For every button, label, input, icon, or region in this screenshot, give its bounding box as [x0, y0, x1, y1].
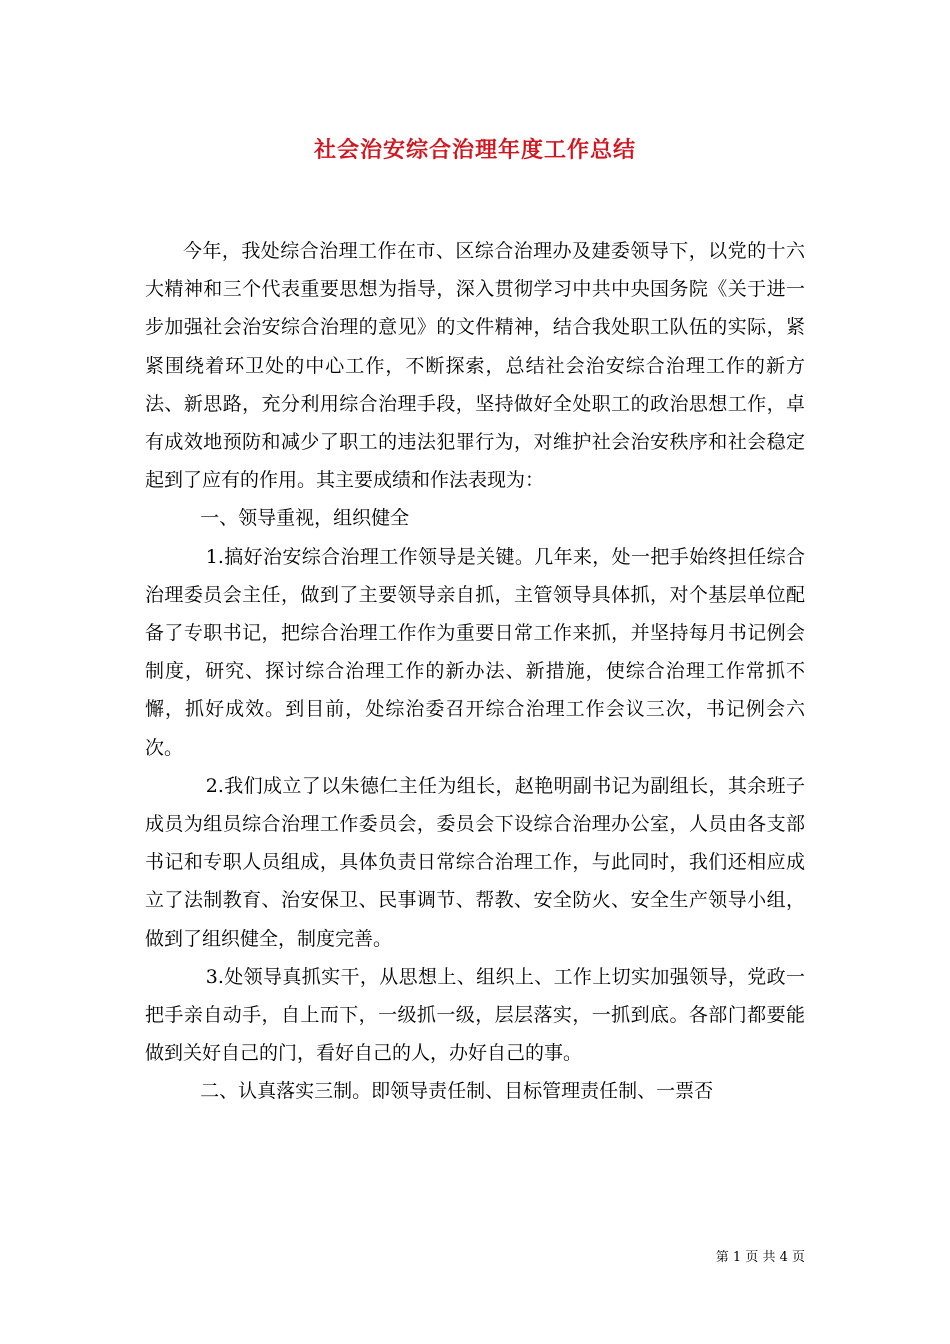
- section-heading-1: 一、领导重视，组织健全: [200, 507, 410, 530]
- item-paragraph-1: 1.搞好治安综合治理工作领导是关键。几年来，处一把手始终担任综合治理委员会主任，做到了主要领导亲自抓，主管领导具体抓，对个基层单位配备了专职书记，把综合治理工作作为重要日常工作来抓，并坚持每月书记例会制度，研究、探讨综合治理工作的新办法、新措施，使综合治理工作常抓不懈，抓好成效。到目前，处综治委召开综合治理工作会议三次，书记例会六次。: [145, 545, 805, 759]
- document-body: [145, 232, 805, 1111]
- item-paragraph-2: 2.我们成立了以朱德仁主任为组长，赵艳明副书记为副组长，其余班子成员为组员综合治理工作委员会，委员会下设综合治理办公室，人员由各支部书记和专职人员组成，具体负责日常综合治理工作，与此同时，我们还相应成立了法制教育、治安保卫、民事调节、帮教、安全防火、安全生产领导小组，做到了组织健全，制度完善。: [145, 774, 805, 950]
- page-number-footer: 第 1 页 共 4 页: [715, 1250, 805, 1265]
- section-heading-2: 二、认真落实三制。即领导责任制、目标管理责任制、一票否: [200, 1080, 714, 1103]
- document-title: 社会治安综合治理年度工作总结: [313, 137, 636, 163]
- intro-paragraph: 今年，我处综合治理工作在市、区综合治理办及建委领导下，以党的十六大精神和三个代表重要思想为指导，深入贯彻学习中共中央国务院《关于进一步加强社会治安综合治理的意见》的文件精神，结合我处职工队伍的实际，紧紧围绕着环卫处的中心工作，不断探索，总结社会治安综合治理工作的新方法、新思路，充分利用综合治理手段，坚持做好全处职工的政治思想工作，卓有成效地预防和减少了职工的违法犯罪行为，对维护社会治安秩序和社会稳定起到了应有的作用。其主要成绩和作法表现为：: [145, 240, 805, 492]
- item-paragraph-3: 3.处领导真抓实干，从思想上、组织上、工作上切实加强领导，党政一把手亲自动手，自上而下，一级抓一级，层层落实，一抓到底。各部门都要能做到关好自己的门，看好自己的人，办好自己的事。: [145, 965, 805, 1065]
